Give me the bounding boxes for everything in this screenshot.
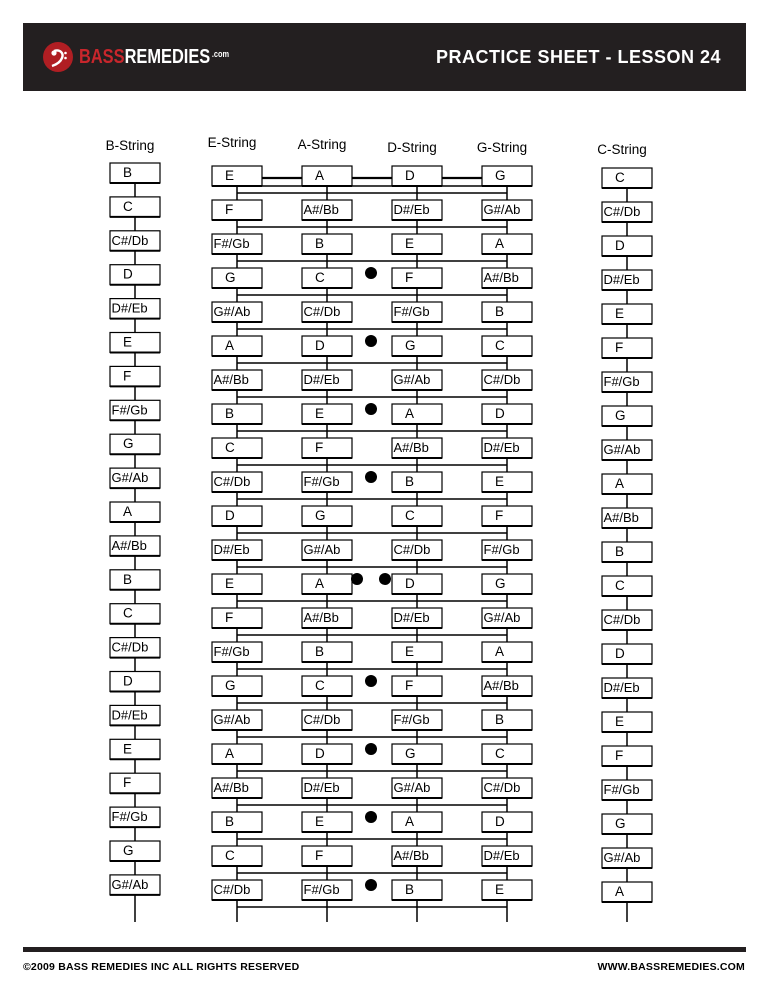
note-box (110, 739, 160, 759)
note-label: G (123, 436, 134, 452)
note-label: B (495, 304, 505, 319)
note-label: A#/Bb (111, 537, 147, 553)
note-box (482, 336, 532, 356)
fret-marker-dot (365, 471, 377, 483)
note-box (392, 472, 442, 492)
note-box (110, 604, 160, 624)
note-box (482, 472, 532, 492)
note-box (602, 746, 652, 766)
string-label: A-String (297, 137, 347, 152)
note-box (602, 406, 652, 426)
note-label: A#/Bb (483, 678, 519, 693)
string-label: D-String (387, 140, 437, 155)
note-label: C#/Db (303, 712, 341, 727)
note-label: C (495, 338, 505, 353)
note-label: F (615, 340, 624, 355)
note-box (110, 502, 160, 522)
note-label: A (123, 504, 133, 519)
note-label: G#/Ab (393, 780, 431, 795)
note-box (302, 234, 352, 254)
note-label: E (315, 814, 325, 829)
note-box (212, 268, 262, 288)
note-box (602, 882, 652, 902)
note-label: D#/Eb (303, 780, 340, 795)
note-label: D#/Eb (393, 202, 430, 217)
note-box (392, 574, 442, 594)
note-label: G#/Ab (603, 850, 641, 865)
note-box (602, 236, 652, 256)
note-label: C (615, 170, 625, 185)
copyright-text: ©2009 BASS REMEDIES INC ALL RIGHTS RESERVED (23, 961, 300, 973)
fret-marker-dot (365, 743, 377, 755)
note-label: F (315, 848, 324, 863)
note-label: E (225, 576, 235, 591)
note-label: G#/Ab (483, 202, 521, 217)
note-label: F#/Gb (393, 304, 430, 319)
note-label: C#/Db (111, 232, 149, 248)
note-label: C#/Db (111, 639, 149, 655)
note-box (602, 576, 652, 596)
note-label: B (615, 544, 625, 559)
note-box (602, 474, 652, 494)
note-label: F (225, 610, 234, 625)
note-box (302, 166, 352, 186)
note-label: A (615, 476, 625, 491)
note-box (110, 265, 160, 285)
note-box (392, 166, 442, 186)
note-label: A#/Bb (303, 610, 339, 625)
note-label: A#/Bb (393, 440, 429, 455)
note-label: F (315, 440, 324, 455)
note-label: D (615, 238, 625, 253)
note-label: F#/Gb (393, 712, 430, 727)
note-label: F (225, 202, 234, 217)
note-label: D (495, 814, 505, 829)
note-box (302, 574, 352, 594)
note-label: G (495, 168, 506, 183)
note-label: D (225, 508, 235, 523)
note-label: E (405, 644, 415, 659)
note-box (482, 744, 532, 764)
note-box (302, 846, 352, 866)
note-label: F (615, 748, 624, 763)
note-box (212, 336, 262, 356)
note-label: F#/Gb (213, 644, 250, 659)
note-label: C (615, 578, 625, 593)
note-box (482, 880, 532, 900)
note-label: C (495, 746, 505, 761)
note-label: F#/Gb (303, 882, 340, 897)
note-box (302, 506, 352, 526)
note-box (392, 676, 442, 696)
note-label: A#/Bb (213, 372, 249, 387)
note-label: F (405, 270, 414, 285)
note-box (110, 163, 160, 183)
note-box (212, 574, 262, 594)
note-label: B (225, 406, 235, 421)
note-box (482, 302, 532, 322)
note-label: D#/Eb (393, 610, 430, 625)
note-label: A (225, 746, 235, 761)
note-box (212, 846, 262, 866)
note-label: A (615, 884, 625, 899)
note-box (212, 506, 262, 526)
note-label: G (495, 576, 506, 591)
note-box (212, 744, 262, 764)
note-box (602, 712, 652, 732)
note-label: E (405, 236, 415, 251)
note-box (302, 404, 352, 424)
note-box (212, 200, 262, 220)
note-label: A#/Bb (213, 780, 249, 795)
note-label: E (495, 882, 505, 897)
note-box (302, 812, 352, 832)
note-label: F (123, 368, 132, 384)
note-label: G#/Ab (111, 470, 149, 486)
note-label: G (123, 843, 134, 858)
note-box (482, 710, 532, 730)
note-box (482, 234, 532, 254)
note-label: F#/Gb (603, 782, 640, 797)
note-label: D (405, 168, 415, 183)
note-label: E (495, 474, 505, 489)
note-box (302, 642, 352, 662)
note-label: C (123, 605, 133, 621)
note-label: D (123, 673, 133, 689)
note-box (302, 336, 352, 356)
fret-marker-dot (351, 573, 363, 585)
note-box (302, 744, 352, 764)
note-label: G#/Ab (213, 304, 251, 319)
note-box (602, 338, 652, 358)
note-label: B (123, 165, 133, 180)
note-label: D (123, 266, 133, 282)
logo-bass-text: BASS (79, 45, 125, 68)
note-label: G#/Ab (483, 610, 521, 625)
note-label: D (615, 646, 625, 661)
note-label: C (123, 198, 133, 214)
note-box (392, 506, 442, 526)
note-label: D#/Eb (483, 440, 520, 455)
note-label: C#/Db (213, 474, 251, 489)
page-title: PRACTICE SHEET - LESSON 24 (435, 47, 721, 67)
note-label: D#/Eb (111, 707, 148, 723)
note-label: D (495, 406, 505, 421)
note-box (212, 166, 262, 186)
note-label: G#/Ab (303, 542, 341, 557)
note-label: E (615, 714, 625, 729)
note-box (110, 570, 160, 590)
note-label: A (405, 814, 415, 829)
note-box (392, 744, 442, 764)
note-label: G (315, 508, 326, 523)
note-label: B (405, 474, 415, 489)
note-label: G (405, 338, 416, 353)
note-label: A (495, 236, 505, 251)
logo-remedies-text: REMEDIES (124, 45, 211, 68)
note-label: C (225, 440, 235, 455)
note-box (392, 234, 442, 254)
note-label: G#/Ab (111, 876, 149, 892)
string-label: B-String (105, 138, 155, 153)
note-box (602, 168, 652, 188)
note-box (392, 880, 442, 900)
note-label: B (225, 814, 235, 829)
note-box (212, 608, 262, 628)
note-label: D#/Eb (483, 848, 520, 863)
note-label: D#/Eb (213, 542, 250, 557)
fret-marker-dot (379, 573, 391, 585)
note-label: C#/Db (393, 542, 431, 557)
note-label: B (315, 644, 325, 659)
string-label: C-String (597, 142, 647, 157)
note-label: A (405, 406, 415, 421)
note-box (110, 333, 160, 353)
note-label: F (495, 508, 504, 523)
note-box (110, 841, 160, 861)
note-label: G (405, 746, 416, 761)
note-label: F#/Gb (303, 474, 340, 489)
note-label: A (315, 576, 325, 591)
note-label: B (405, 882, 415, 897)
note-label: A#/Bb (603, 510, 639, 525)
note-label: C (315, 270, 325, 285)
note-label: F#/Gb (213, 236, 250, 251)
note-box (392, 336, 442, 356)
note-label: D (315, 746, 325, 761)
note-label: F#/Gb (111, 809, 148, 825)
note-box (302, 676, 352, 696)
note-label: D#/Eb (303, 372, 340, 387)
note-label: D (405, 576, 415, 591)
string-label: E-String (207, 135, 257, 150)
note-box (110, 366, 160, 386)
note-label: F#/Gb (483, 542, 520, 557)
note-label: G (615, 408, 626, 423)
note-label: G#/Ab (213, 712, 251, 727)
note-label: D#/Eb (603, 272, 640, 287)
note-label: F (405, 678, 414, 693)
note-label: A#/Bb (393, 848, 429, 863)
note-box (392, 268, 442, 288)
note-label: F (123, 775, 132, 791)
website-link[interactable]: WWW.BASSREMEDIES.COM (597, 961, 745, 973)
note-box (302, 438, 352, 458)
note-label: A#/Bb (303, 202, 339, 217)
note-box (212, 404, 262, 424)
note-label: C#/Db (603, 612, 641, 627)
note-label: C#/Db (603, 204, 641, 219)
note-label: E (225, 168, 235, 183)
fret-marker-dot (365, 811, 377, 823)
note-label: D (315, 338, 325, 353)
note-label: F#/Gb (603, 374, 640, 389)
note-box (110, 672, 160, 692)
note-label: G (225, 678, 236, 693)
note-box (482, 404, 532, 424)
note-box (602, 304, 652, 324)
note-label: C#/Db (213, 882, 251, 897)
note-label: E (123, 741, 133, 757)
note-label: A (225, 338, 235, 353)
note-box (392, 642, 442, 662)
note-label: C#/Db (303, 304, 341, 319)
note-box (602, 644, 652, 664)
note-label: A (315, 168, 325, 183)
fret-marker-dot (365, 879, 377, 891)
note-label: B (123, 571, 133, 587)
fret-marker-dot (365, 675, 377, 687)
note-label: E (123, 334, 133, 350)
note-box (110, 773, 160, 793)
logo-com-text: .com (211, 48, 230, 59)
note-box (482, 166, 532, 186)
note-label: B (495, 712, 505, 727)
note-box (212, 812, 262, 832)
fret-marker-dot (365, 267, 377, 279)
note-label: D#/Eb (111, 300, 148, 316)
note-box (602, 542, 652, 562)
note-label: G (225, 270, 236, 285)
note-box (302, 268, 352, 288)
note-box (482, 642, 532, 662)
note-label: C#/Db (483, 372, 521, 387)
note-label: E (315, 406, 325, 421)
note-label: C (315, 678, 325, 693)
footer-divider (23, 947, 746, 952)
fret-marker-dot (365, 403, 377, 415)
note-box (482, 812, 532, 832)
note-box (482, 574, 532, 594)
note-box (212, 438, 262, 458)
note-box (602, 814, 652, 834)
note-label: C (405, 508, 415, 523)
note-label: G (615, 816, 626, 831)
note-label: A (495, 644, 505, 659)
string-label: G-String (476, 140, 528, 155)
note-label: F#/Gb (111, 402, 148, 418)
note-label: C#/Db (483, 780, 521, 795)
note-label: C (225, 848, 235, 863)
note-box (110, 197, 160, 217)
note-box (392, 812, 442, 832)
note-box (392, 404, 442, 424)
fret-marker-dot (365, 335, 377, 347)
note-box (212, 676, 262, 696)
note-label: A#/Bb (483, 270, 519, 285)
note-label: B (315, 236, 325, 251)
note-label: E (615, 306, 625, 321)
note-box (110, 434, 160, 454)
note-label: G#/Ab (603, 442, 641, 457)
note-label: G#/Ab (393, 372, 431, 387)
note-box (482, 506, 532, 526)
note-label: D#/Eb (603, 680, 640, 695)
